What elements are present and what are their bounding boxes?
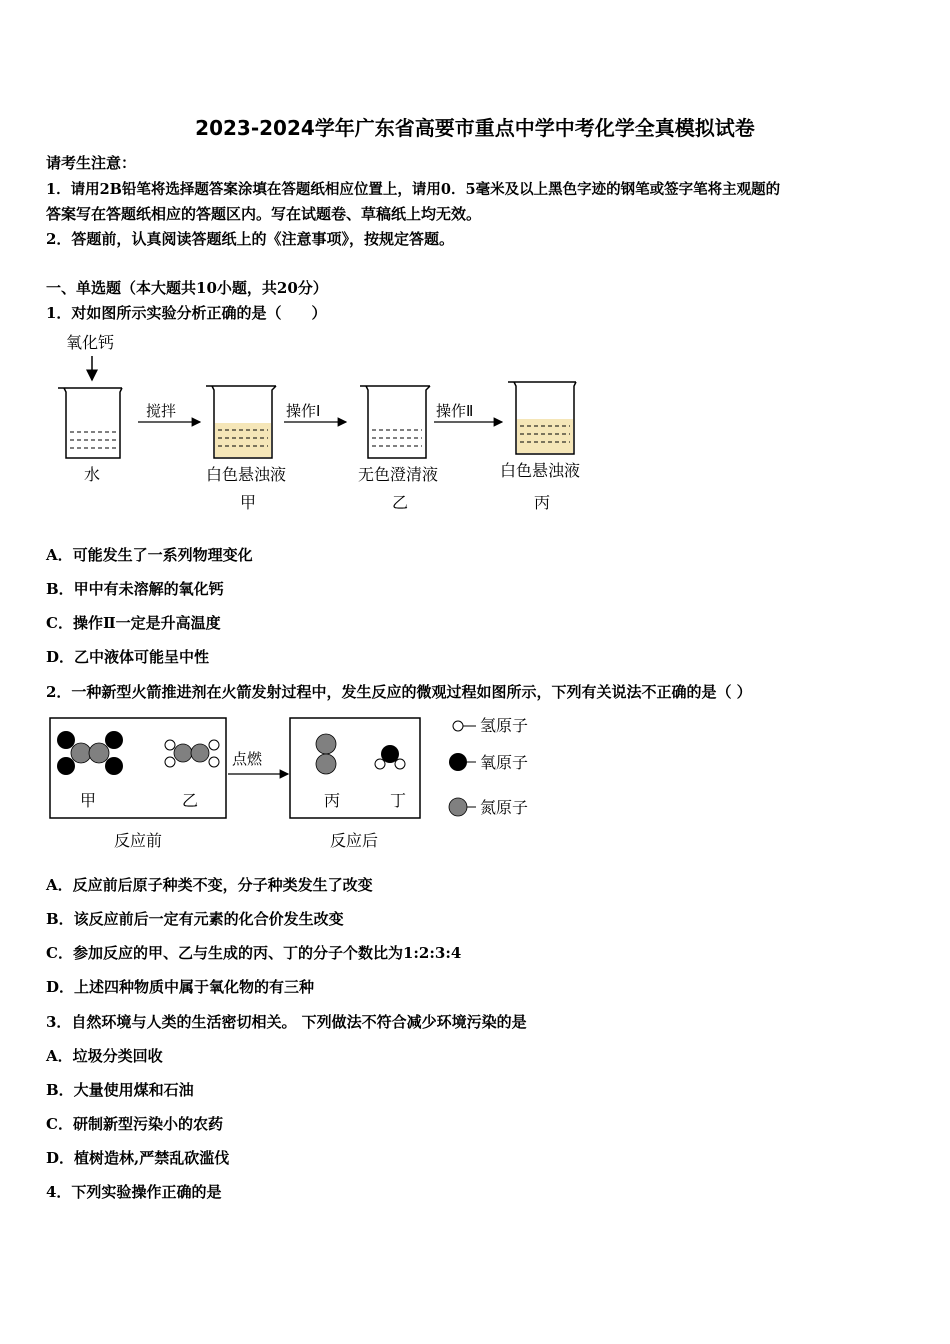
before-box	[50, 718, 226, 818]
q3-stem: 3．自然环境与人类的生活密切相关。 下列做法不符合减少环境污染的是	[46, 1013, 527, 1031]
q1-reagent-label: 氧化钙	[66, 333, 115, 352]
molecule-jia	[57, 731, 123, 775]
before-b-label: 乙	[182, 791, 199, 810]
legend-h-symbol	[453, 721, 463, 731]
molecule-bing	[316, 734, 336, 774]
beaker-2-label: 白色悬浊液	[206, 465, 287, 484]
q1-option-b: B．甲中有未溶解的氧化钙	[46, 580, 224, 598]
beaker-suspension-bing	[508, 382, 576, 454]
q2-option-a: A．反应前后原子种类不变，分子种类发生了改变	[46, 876, 373, 894]
q1-option-c: C．操作Ⅱ一定是升高温度	[46, 614, 221, 632]
beaker-2-sub: 甲	[240, 493, 257, 512]
page-title: 2023-2024学年广东省高要市重点中学中考化学全真模拟试卷	[195, 116, 755, 140]
q2-option-d: D．上述四种物质中属于氧化物的有三种	[46, 978, 315, 996]
q4-stem: 4．下列实验操作正确的是	[46, 1183, 222, 1201]
molecule-ding	[375, 745, 405, 769]
beaker-4-sub: 丙	[534, 493, 551, 512]
section-heading: 一、单选题（本大题共10小题，共20分）	[46, 279, 328, 297]
legend-o-label: 氧原子	[480, 753, 529, 772]
beaker-clear-yi	[360, 386, 430, 458]
legend-o-symbol	[449, 753, 467, 771]
notice-heading: 请考生注意：	[46, 154, 137, 172]
q1-stem: 1．对如图所示实验分析正确的是（ ）	[46, 304, 327, 322]
q3-option-a: A．垃圾分类回收	[46, 1047, 163, 1065]
beaker-1-label: 水	[84, 465, 101, 484]
beaker-3-label: 无色澄清液	[358, 465, 439, 484]
legend-n-symbol	[449, 798, 467, 816]
notice-item-2: 2．答题前，认真阅读答题纸上的《注意事项》，按规定答题。	[46, 230, 454, 248]
beaker-4-label: 白色悬浊液	[500, 461, 581, 480]
q1-option-a: A．可能发生了一系列物理变化	[46, 546, 253, 564]
legend-n-label: 氮原子	[480, 798, 529, 817]
legend-h-label: 氢原子	[480, 716, 529, 735]
q3-option-c: C．研制新型污染小的农药	[46, 1115, 223, 1133]
beaker-suspension-jia	[206, 386, 276, 458]
q2-option-c: C．参加反应的甲、乙与生成的丙、丁的分子个数比为1:2:3:4	[46, 944, 462, 962]
q3-option-b: B．大量使用煤和石油	[46, 1081, 194, 1099]
after-caption: 反应后	[330, 831, 379, 850]
q1-figure	[50, 328, 610, 518]
after-b-label: 丁	[390, 791, 407, 810]
before-caption: 反应前	[114, 831, 163, 850]
molecule-yi	[165, 740, 219, 767]
beaker-water	[58, 388, 122, 458]
arrow-2-label: 操作Ⅰ	[286, 402, 321, 420]
notice-item-1-line-1: 1．请用2B铅笔将选择题答案涂填在答题纸相应位置上，请用0．5毫米及以上黑色字迹的钢笔或签字笔将主观题的	[46, 181, 781, 198]
q2-option-b: B．该反应前后一定有元素的化合价发生改变	[46, 910, 344, 928]
after-a-label: 丙	[324, 791, 341, 810]
q1-option-d: D．乙中液体可能呈中性	[46, 648, 210, 666]
q2-arrow-label: 点燃	[232, 750, 263, 768]
before-a-label: 甲	[80, 791, 97, 810]
beaker-3-sub: 乙	[392, 493, 409, 512]
arrow-3-label: 操作Ⅱ	[436, 402, 474, 420]
q2-figure	[48, 712, 568, 858]
arrow-1-label: 搅拌	[146, 402, 177, 420]
notice-item-1-line-2: 答案写在答题纸相应的答题区内。写在试题卷、草稿纸上均无效。	[46, 205, 482, 223]
q2-stem: 2．一种新型火箭推进剂在火箭发射过程中，发生反应的微观过程如图所示，下列有关说法不正确的是（ ）	[46, 683, 752, 701]
q3-option-d: D．植树造林,严禁乱砍滥伐	[46, 1149, 230, 1167]
